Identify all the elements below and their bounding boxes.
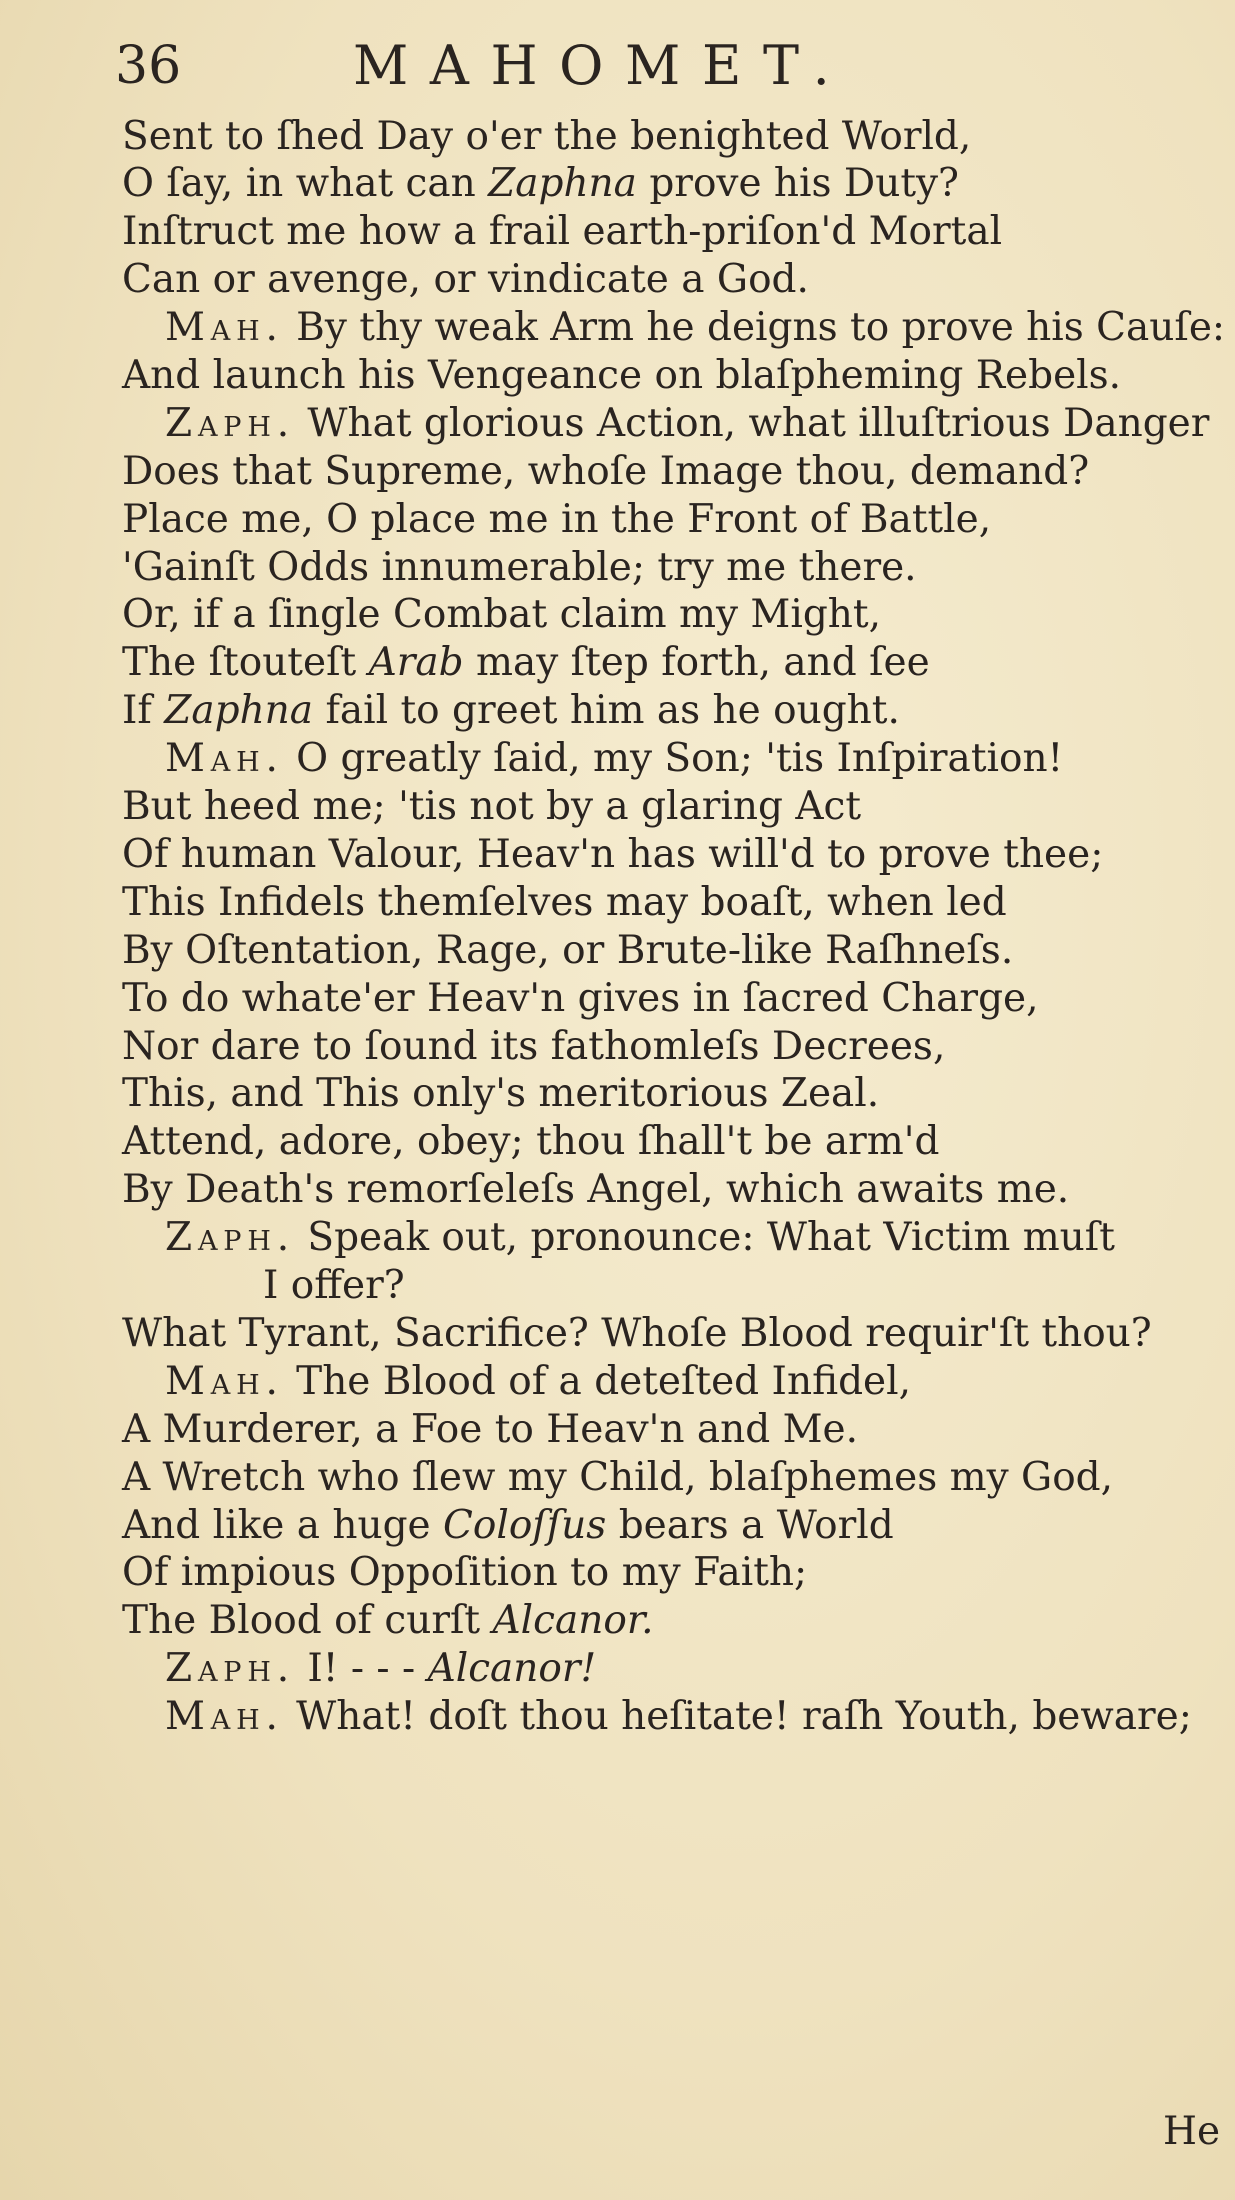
verse-line: Does that Supreme, whoſe Image thou, demand? [122, 449, 1090, 494]
verse-line: A Murderer, a Foe to Heav'n and Me. [122, 1407, 859, 1452]
proper-name: Alcanor. [492, 1598, 654, 1643]
verse-line: To do whate'er Heav'n gives in ſacred Charge, [122, 976, 1039, 1021]
verse-line: Sent to ſhed Day o'er the benighted World, [122, 114, 972, 159]
verse-line: By Oſtentation, Rage, or Brute-like Raſhneſs. [122, 928, 1014, 973]
proper-name: Zaphna [488, 161, 637, 206]
verse-line: Can or avenge, or vindicate a God. [122, 257, 809, 302]
verse-line: Of human Valour, Heav'n has will'd to prove thee; [122, 832, 1104, 877]
page-number: 36 [115, 36, 182, 96]
proper-name: Coloſſus [443, 1503, 607, 1548]
verse-line: I offer? [263, 1263, 405, 1308]
proper-name: Zaphna [164, 688, 314, 733]
proper-name: Arab [368, 640, 464, 685]
speaker-name: Zaph. [165, 401, 295, 446]
verse-line: Inſtruct me how a frail earth-priſon'd Mortal [122, 209, 1003, 254]
verse-line: The Blood of curſt Alcanor. [122, 1598, 654, 1643]
verse-line: Of impious Oppoſition to my Faith; [122, 1550, 808, 1595]
verse-line: And launch his Vengeance on blaſpheming Rebels. [122, 353, 1122, 398]
catchword: He [1163, 2109, 1221, 2154]
verse-line: Mah. What! doſt thou heſitate! raſh Youth, beware; [165, 1694, 1192, 1739]
verse-line: The ſtouteſt Arab may ſtep forth, and ſee [122, 640, 930, 685]
verse-line: If Zaphna fail to greet him as he ought. [122, 688, 900, 733]
verse-line: Mah. The Blood of a deteſted Infidel, [165, 1359, 911, 1404]
verse-line: This Infidels themſelves may boaſt, when led [122, 880, 1007, 925]
verse-line: Zaph. Speak out, pronounce: What Victim muſt [165, 1215, 1115, 1260]
verse-line: This, and This only's meritorious Zeal. [122, 1071, 880, 1116]
verse-line: Zaph. I! - - - Alcanor! [165, 1646, 597, 1691]
verse-line: Place me, O place me in the Front of Battle, [122, 497, 992, 542]
verse-line: Or, if a ſingle Combat claim my Might, [122, 592, 881, 637]
verse-line: But heed me; 'tis not by a glaring Act [122, 784, 862, 829]
speaker-name: Mah. [165, 1694, 284, 1739]
speaker-name: Zaph. [165, 1215, 295, 1260]
verse-line: Attend, adore, obey; thou ſhall't be arm'd [122, 1119, 940, 1164]
verse-line: Mah. O greatly ſaid, my Son; 'tis Inſpiration! [165, 736, 1064, 781]
verse-line: Mah. By thy weak Arm he deigns to prove his Cauſe: [165, 305, 1226, 350]
verse-line: What Tyrant, Sacrifice? Whoſe Blood requir'ſt thou? [122, 1311, 1152, 1356]
verse-line: A Wretch who ſlew my Child, blaſphemes my God, [122, 1455, 1114, 1500]
speaker-name: Zaph. [165, 1646, 295, 1691]
speaker-name: Mah. [165, 305, 284, 350]
verse-line: And like a huge Coloſſus bears a World [122, 1503, 894, 1548]
proper-name: Alcanor! [427, 1646, 597, 1691]
speaker-name: Mah. [165, 1359, 284, 1404]
verse-line: 'Gainſt Odds innumerable; try me there. [122, 545, 917, 590]
verse-line: Zaph. What glorious Action, what illuſtrious Danger [165, 401, 1210, 446]
running-title: MAHOMET. [353, 34, 852, 97]
verse-line: O ſay, in what can Zaphna prove his Duty? [122, 161, 959, 206]
verse-line: Nor dare to ſound its fathomleſs Decrees, [122, 1024, 946, 1069]
verse-line: By Death's remorſeleſs Angel, which awaits me. [122, 1167, 1070, 1212]
speaker-name: Mah. [165, 736, 284, 781]
